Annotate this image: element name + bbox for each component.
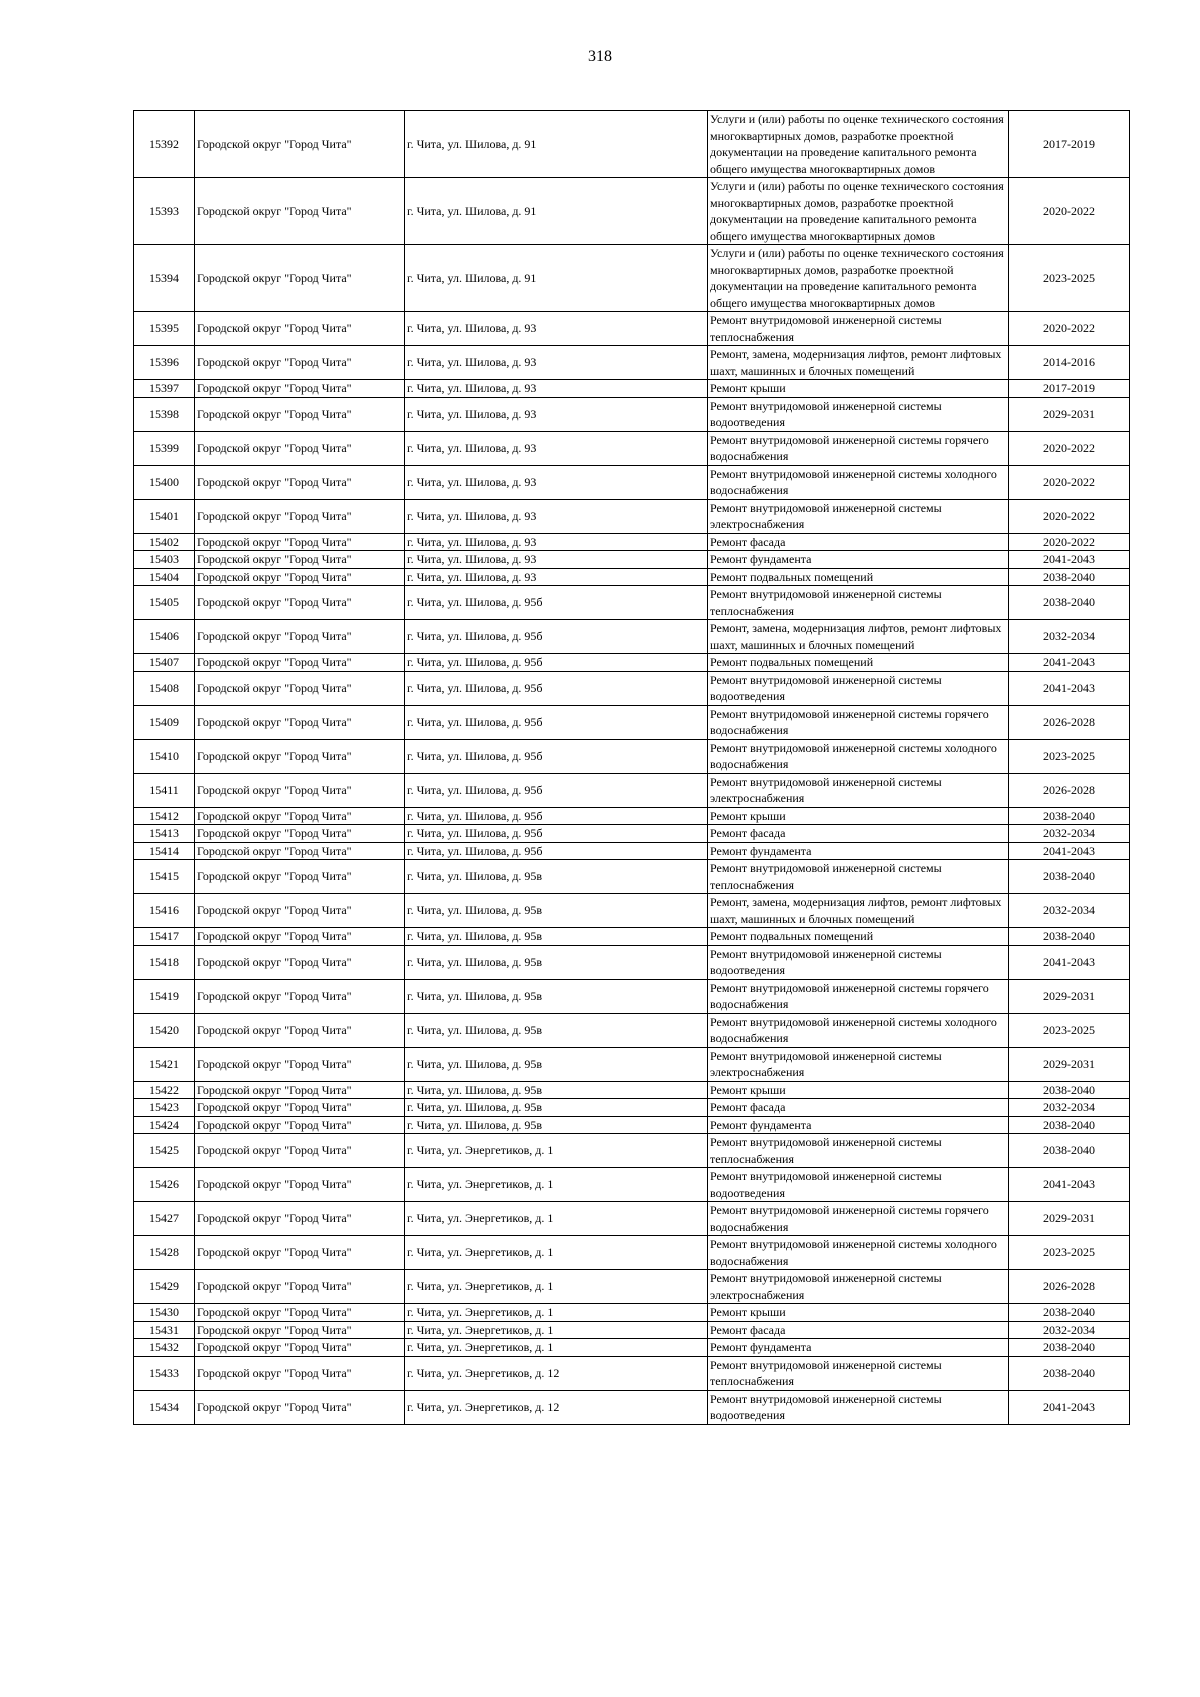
table-row: [134, 894, 1130, 928]
cell-work-type: Ремонт внутридомовой инженерной системы электроснабжения: [708, 1047, 1009, 1081]
cell-municipality: Городской округ "Город Чита": [195, 928, 405, 946]
cell-municipality: Городской округ "Город Чита": [195, 533, 405, 551]
cell-work-type: Ремонт крыши: [708, 807, 1009, 825]
cell-municipality: Городской округ "Город Чита": [195, 1390, 405, 1424]
cell-period: 2020-2022: [1009, 465, 1130, 499]
cell-municipality: Городской округ "Город Чита": [195, 346, 405, 380]
cell-work-type: Ремонт внутридомовой инженерной системы электроснабжения: [708, 1270, 1009, 1304]
cell-period: 2038-2040: [1009, 1304, 1130, 1322]
table-row: [134, 499, 1130, 533]
cell-number: 15422: [134, 1081, 195, 1099]
cell-period: 2038-2040: [1009, 1134, 1130, 1168]
table-row: [134, 111, 1130, 178]
cell-address: г. Чита, ул. Шилова, д. 95б: [405, 842, 708, 860]
cell-work-type: Ремонт внутридомовой инженерной системы холодного водоснабжения: [708, 1236, 1009, 1270]
cell-number: 15397: [134, 380, 195, 398]
cell-municipality: Городской округ "Город Чита": [195, 979, 405, 1013]
cell-work-type: Ремонт внутридомовой инженерной системы водоотведения: [708, 671, 1009, 705]
table-row: [134, 551, 1130, 569]
cell-work-type: Ремонт внутридомовой инженерной системы горячего водоснабжения: [708, 1202, 1009, 1236]
cell-work-type: Услуги и (или) работы по оценке технического состояния многоквартирных домов, разработке проектной документации на проведение капитального ремонта общего имущества многоквартирных домов: [708, 178, 1009, 245]
cell-period: 2041-2043: [1009, 1390, 1130, 1424]
cell-municipality: Городской округ "Город Чита": [195, 1321, 405, 1339]
cell-number: 15429: [134, 1270, 195, 1304]
cell-address: г. Чита, ул. Шилова, д. 95в: [405, 1099, 708, 1117]
table-row: [134, 620, 1130, 654]
cell-municipality: Городской округ "Город Чита": [195, 465, 405, 499]
cell-number: 15392: [134, 111, 195, 178]
cell-address: г. Чита, ул. Шилова, д. 93: [405, 431, 708, 465]
cell-period: 2032-2034: [1009, 825, 1130, 843]
table-row: [134, 312, 1130, 346]
table-row: [134, 979, 1130, 1013]
cell-work-type: Ремонт внутридомовой инженерной системы электроснабжения: [708, 773, 1009, 807]
cell-number: 15410: [134, 739, 195, 773]
cell-address: г. Чита, ул. Шилова, д. 93: [405, 551, 708, 569]
cell-municipality: Городской округ "Город Чита": [195, 671, 405, 705]
table-row: [134, 1304, 1130, 1322]
cell-address: г. Чита, ул. Шилова, д. 95в: [405, 945, 708, 979]
cell-work-type: Ремонт фасада: [708, 1321, 1009, 1339]
cell-work-type: Ремонт, замена, модернизация лифтов, ремонт лифтовых шахт, машинных и блочных помещений: [708, 346, 1009, 380]
cell-period: 2038-2040: [1009, 807, 1130, 825]
cell-period: 2038-2040: [1009, 860, 1130, 894]
cell-period: 2023-2025: [1009, 1013, 1130, 1047]
table-row: [134, 654, 1130, 672]
cell-address: г. Чита, ул. Шилова, д. 95в: [405, 1081, 708, 1099]
cell-address: г. Чита, ул. Шилова, д. 95в: [405, 860, 708, 894]
cell-number: 15415: [134, 860, 195, 894]
cell-work-type: Ремонт внутридомовой инженерной системы холодного водоснабжения: [708, 465, 1009, 499]
cell-address: г. Чита, ул. Шилова, д. 93: [405, 380, 708, 398]
cell-address: г. Чита, ул. Энергетиков, д. 12: [405, 1390, 708, 1424]
cell-municipality: Городской округ "Город Чита": [195, 551, 405, 569]
table-row: [134, 860, 1130, 894]
cell-work-type: Ремонт внутридомовой инженерной системы теплоснабжения: [708, 1356, 1009, 1390]
cell-address: г. Чита, ул. Шилова, д. 93: [405, 533, 708, 551]
cell-number: 15433: [134, 1356, 195, 1390]
cell-number: 15420: [134, 1013, 195, 1047]
cell-number: 15394: [134, 245, 195, 312]
cell-number: 15407: [134, 654, 195, 672]
cell-number: 15418: [134, 945, 195, 979]
cell-municipality: Городской округ "Город Чита": [195, 499, 405, 533]
cell-work-type: Ремонт внутридомовой инженерной системы горячего водоснабжения: [708, 705, 1009, 739]
table-row: [134, 1339, 1130, 1357]
cell-period: 2020-2022: [1009, 431, 1130, 465]
cell-work-type: Ремонт, замена, модернизация лифтов, ремонт лифтовых шахт, машинных и блочных помещений: [708, 620, 1009, 654]
cell-municipality: Городской округ "Город Чита": [195, 431, 405, 465]
cell-address: г. Чита, ул. Шилова, д. 95б: [405, 586, 708, 620]
cell-municipality: Городской округ "Город Чита": [195, 1168, 405, 1202]
cell-municipality: Городской округ "Город Чита": [195, 894, 405, 928]
cell-number: 15408: [134, 671, 195, 705]
cell-address: г. Чита, ул. Шилова, д. 93: [405, 568, 708, 586]
cell-work-type: Ремонт крыши: [708, 1081, 1009, 1099]
cell-municipality: Городской округ "Город Чита": [195, 1304, 405, 1322]
table-row: [134, 671, 1130, 705]
table-row: [134, 245, 1130, 312]
cell-number: 15427: [134, 1202, 195, 1236]
cell-municipality: Городской округ "Город Чита": [195, 312, 405, 346]
cell-number: 15398: [134, 397, 195, 431]
cell-address: г. Чита, ул. Энергетиков, д. 1: [405, 1202, 708, 1236]
table-row: [134, 1134, 1130, 1168]
table-row: [134, 346, 1130, 380]
cell-address: г. Чита, ул. Шилова, д. 93: [405, 346, 708, 380]
cell-work-type: Ремонт внутридомовой инженерной системы теплоснабжения: [708, 312, 1009, 346]
cell-period: 2017-2019: [1009, 111, 1130, 178]
cell-number: 15414: [134, 842, 195, 860]
table-row: [134, 465, 1130, 499]
cell-municipality: Городской округ "Город Чита": [195, 1099, 405, 1117]
table-row: [134, 773, 1130, 807]
cell-work-type: Ремонт внутридомовой инженерной системы теплоснабжения: [708, 1134, 1009, 1168]
cell-number: 15419: [134, 979, 195, 1013]
cell-municipality: Городской округ "Город Чита": [195, 178, 405, 245]
cell-number: 15430: [134, 1304, 195, 1322]
cell-number: 15405: [134, 586, 195, 620]
cell-municipality: Городской округ "Город Чита": [195, 1013, 405, 1047]
cell-address: г. Чита, ул. Шилова, д. 95б: [405, 671, 708, 705]
cell-period: 2020-2022: [1009, 312, 1130, 346]
cell-work-type: Ремонт фасада: [708, 825, 1009, 843]
table-body: [134, 111, 1130, 1425]
cell-address: г. Чита, ул. Шилова, д. 95б: [405, 807, 708, 825]
cell-number: 15413: [134, 825, 195, 843]
cell-municipality: Городской округ "Город Чита": [195, 568, 405, 586]
cell-municipality: Городской округ "Город Чита": [195, 1081, 405, 1099]
table-row: [134, 568, 1130, 586]
cell-period: 2041-2043: [1009, 945, 1130, 979]
cell-address: г. Чита, ул. Шилова, д. 95б: [405, 773, 708, 807]
cell-address: г. Чита, ул. Шилова, д. 95б: [405, 705, 708, 739]
cell-number: 15401: [134, 499, 195, 533]
cell-work-type: Ремонт фундамента: [708, 842, 1009, 860]
cell-municipality: Городской округ "Город Чита": [195, 773, 405, 807]
cell-address: г. Чита, ул. Энергетиков, д. 1: [405, 1270, 708, 1304]
cell-address: г. Чита, ул. Шилова, д. 93: [405, 465, 708, 499]
cell-number: 15393: [134, 178, 195, 245]
table-row: [134, 1047, 1130, 1081]
cell-address: г. Чита, ул. Шилова, д. 95в: [405, 928, 708, 946]
cell-work-type: Ремонт внутридомовой инженерной системы водоотведения: [708, 1168, 1009, 1202]
cell-work-type: Ремонт фундамента: [708, 551, 1009, 569]
cell-address: г. Чита, ул. Шилова, д. 95в: [405, 1013, 708, 1047]
cell-number: 15434: [134, 1390, 195, 1424]
table-row: [134, 1081, 1130, 1099]
cell-address: г. Чита, ул. Энергетиков, д. 1: [405, 1236, 708, 1270]
cell-work-type: Ремонт внутридомовой инженерной системы холодного водоснабжения: [708, 739, 1009, 773]
cell-address: г. Чита, ул. Шилова, д. 93: [405, 312, 708, 346]
cell-work-type: Ремонт крыши: [708, 380, 1009, 398]
cell-address: г. Чита, ул. Шилова, д. 93: [405, 397, 708, 431]
cell-period: 2023-2025: [1009, 739, 1130, 773]
cell-number: 15402: [134, 533, 195, 551]
cell-address: г. Чита, ул. Шилова, д. 95в: [405, 1047, 708, 1081]
cell-period: 2041-2043: [1009, 671, 1130, 705]
cell-period: 2023-2025: [1009, 245, 1130, 312]
cell-municipality: Городской округ "Город Чита": [195, 1202, 405, 1236]
cell-period: 2032-2034: [1009, 894, 1130, 928]
cell-period: 2026-2028: [1009, 1270, 1130, 1304]
cell-work-type: Ремонт внутридомовой инженерной системы теплоснабжения: [708, 586, 1009, 620]
table-row: [134, 1099, 1130, 1117]
cell-municipality: Городской округ "Город Чита": [195, 1134, 405, 1168]
cell-address: г. Чита, ул. Шилова, д. 95б: [405, 620, 708, 654]
cell-address: г. Чита, ул. Шилова, д. 91: [405, 245, 708, 312]
cell-work-type: Ремонт внутридомовой инженерной системы холодного водоснабжения: [708, 1013, 1009, 1047]
cell-municipality: Городской округ "Город Чита": [195, 807, 405, 825]
cell-number: 15404: [134, 568, 195, 586]
table-row: [134, 1356, 1130, 1390]
cell-period: 2041-2043: [1009, 1168, 1130, 1202]
cell-address: г. Чита, ул. Шилова, д. 91: [405, 178, 708, 245]
cell-number: 15431: [134, 1321, 195, 1339]
cell-number: 15432: [134, 1339, 195, 1357]
cell-municipality: Городской округ "Город Чита": [195, 1356, 405, 1390]
cell-period: 2038-2040: [1009, 928, 1130, 946]
table-row: [134, 1321, 1130, 1339]
cell-address: г. Чита, ул. Шилова, д. 93: [405, 499, 708, 533]
cell-address: г. Чита, ул. Шилова, д. 95в: [405, 979, 708, 1013]
cell-period: 2026-2028: [1009, 705, 1130, 739]
cell-work-type: Ремонт внутридомовой инженерной системы водоотведения: [708, 1390, 1009, 1424]
cell-work-type: Ремонт фасада: [708, 1099, 1009, 1117]
cell-work-type: Ремонт крыши: [708, 1304, 1009, 1322]
cell-number: 15424: [134, 1116, 195, 1134]
cell-period: 2029-2031: [1009, 1047, 1130, 1081]
cell-municipality: Городской округ "Город Чита": [195, 380, 405, 398]
cell-address: г. Чита, ул. Шилова, д. 95в: [405, 894, 708, 928]
cell-period: 2041-2043: [1009, 654, 1130, 672]
cell-work-type: Услуги и (или) работы по оценке технического состояния многоквартирных домов, разработке проектной документации на проведение капитального ремонта общего имущества многоквартирных домов: [708, 245, 1009, 312]
table-row: [134, 705, 1130, 739]
cell-period: 2038-2040: [1009, 1339, 1130, 1357]
cell-address: г. Чита, ул. Энергетиков, д. 1: [405, 1134, 708, 1168]
table-row: [134, 1202, 1130, 1236]
cell-work-type: Ремонт, замена, модернизация лифтов, ремонт лифтовых шахт, машинных и блочных помещений: [708, 894, 1009, 928]
cell-work-type: Ремонт внутридомовой инженерной системы горячего водоснабжения: [708, 979, 1009, 1013]
cell-period: 2038-2040: [1009, 586, 1130, 620]
cell-work-type: Ремонт внутридомовой инженерной системы электроснабжения: [708, 499, 1009, 533]
cell-address: г. Чита, ул. Энергетиков, д. 1: [405, 1339, 708, 1357]
cell-period: 2038-2040: [1009, 1116, 1130, 1134]
table-row: [134, 1013, 1130, 1047]
cell-period: 2020-2022: [1009, 533, 1130, 551]
cell-municipality: Городской округ "Город Чита": [195, 945, 405, 979]
cell-period: 2029-2031: [1009, 397, 1130, 431]
cell-municipality: Городской округ "Город Чита": [195, 825, 405, 843]
cell-municipality: Городской округ "Город Чита": [195, 1339, 405, 1357]
cell-work-type: Ремонт подвальных помещений: [708, 568, 1009, 586]
cell-work-type: Ремонт внутридомовой инженерной системы водоотведения: [708, 397, 1009, 431]
cell-municipality: Городской округ "Город Чита": [195, 739, 405, 773]
table-row: [134, 1168, 1130, 1202]
cell-number: 15412: [134, 807, 195, 825]
cell-period: 2041-2043: [1009, 551, 1130, 569]
cell-work-type: Ремонт фундамента: [708, 1116, 1009, 1134]
cell-number: 15423: [134, 1099, 195, 1117]
cell-period: 2026-2028: [1009, 773, 1130, 807]
cell-municipality: Городской округ "Город Чита": [195, 586, 405, 620]
table-row: [134, 1270, 1130, 1304]
cell-municipality: Городской округ "Город Чита": [195, 705, 405, 739]
cell-number: 15417: [134, 928, 195, 946]
cell-number: 15409: [134, 705, 195, 739]
cell-number: 15406: [134, 620, 195, 654]
cell-number: 15416: [134, 894, 195, 928]
table-row: [134, 431, 1130, 465]
repair-schedule-table: [133, 110, 1130, 1425]
cell-period: 2029-2031: [1009, 1202, 1130, 1236]
cell-municipality: Городской округ "Город Чита": [195, 842, 405, 860]
cell-work-type: Ремонт внутридомовой инженерной системы горячего водоснабжения: [708, 431, 1009, 465]
table-row: [134, 178, 1130, 245]
table-row: [134, 945, 1130, 979]
cell-address: г. Чита, ул. Шилова, д. 91: [405, 111, 708, 178]
cell-number: 15411: [134, 773, 195, 807]
cell-period: 2038-2040: [1009, 1356, 1130, 1390]
cell-work-type: Ремонт подвальных помещений: [708, 654, 1009, 672]
cell-address: г. Чита, ул. Шилова, д. 95б: [405, 825, 708, 843]
cell-number: 15421: [134, 1047, 195, 1081]
cell-work-type: Ремонт внутридомовой инженерной системы водоотведения: [708, 945, 1009, 979]
cell-number: 15396: [134, 346, 195, 380]
table-row: [134, 397, 1130, 431]
cell-work-type: Ремонт фундамента: [708, 1339, 1009, 1357]
cell-address: г. Чита, ул. Энергетиков, д. 1: [405, 1304, 708, 1322]
cell-number: 15428: [134, 1236, 195, 1270]
cell-municipality: Городской округ "Город Чита": [195, 860, 405, 894]
cell-municipality: Городской округ "Город Чита": [195, 1047, 405, 1081]
cell-period: 2020-2022: [1009, 178, 1130, 245]
cell-municipality: Городской округ "Город Чита": [195, 397, 405, 431]
cell-number: 15400: [134, 465, 195, 499]
cell-period: 2023-2025: [1009, 1236, 1130, 1270]
page-number: 318: [588, 48, 612, 65]
cell-number: 15403: [134, 551, 195, 569]
cell-number: 15395: [134, 312, 195, 346]
cell-period: 2038-2040: [1009, 1081, 1130, 1099]
table-row: [134, 1236, 1130, 1270]
table-row: [134, 1390, 1130, 1424]
cell-work-type: Услуги и (или) работы по оценке технического состояния многоквартирных домов, разработке проектной документации на проведение капитального ремонта общего имущества многоквартирных домов: [708, 111, 1009, 178]
cell-municipality: Городской округ "Город Чита": [195, 1270, 405, 1304]
cell-period: 2038-2040: [1009, 568, 1130, 586]
cell-work-type: Ремонт фасада: [708, 533, 1009, 551]
cell-number: 15426: [134, 1168, 195, 1202]
cell-municipality: Городской округ "Город Чита": [195, 1116, 405, 1134]
table-row: [134, 739, 1130, 773]
cell-address: г. Чита, ул. Шилова, д. 95б: [405, 654, 708, 672]
cell-address: г. Чита, ул. Шилова, д. 95в: [405, 1116, 708, 1134]
table-row: [134, 928, 1130, 946]
table-row: [134, 807, 1130, 825]
cell-period: 2014-2016: [1009, 346, 1130, 380]
table-row: [134, 380, 1130, 398]
cell-municipality: Городской округ "Город Чита": [195, 245, 405, 312]
cell-municipality: Городской округ "Город Чита": [195, 620, 405, 654]
cell-period: 2029-2031: [1009, 979, 1130, 1013]
cell-number: 15399: [134, 431, 195, 465]
cell-period: 2032-2034: [1009, 620, 1130, 654]
cell-period: 2032-2034: [1009, 1099, 1130, 1117]
table-row: [134, 842, 1130, 860]
cell-address: г. Чита, ул. Энергетиков, д. 12: [405, 1356, 708, 1390]
cell-work-type: Ремонт подвальных помещений: [708, 928, 1009, 946]
table-row: [134, 533, 1130, 551]
cell-address: г. Чита, ул. Шилова, д. 95б: [405, 739, 708, 773]
table-row: [134, 586, 1130, 620]
table-row: [134, 825, 1130, 843]
cell-municipality: Городской округ "Город Чита": [195, 111, 405, 178]
cell-municipality: Городской округ "Город Чита": [195, 654, 405, 672]
cell-address: г. Чита, ул. Энергетиков, д. 1: [405, 1321, 708, 1339]
cell-number: 15425: [134, 1134, 195, 1168]
cell-period: 2041-2043: [1009, 842, 1130, 860]
cell-address: г. Чита, ул. Энергетиков, д. 1: [405, 1168, 708, 1202]
cell-period: 2020-2022: [1009, 499, 1130, 533]
cell-work-type: Ремонт внутридомовой инженерной системы теплоснабжения: [708, 860, 1009, 894]
cell-period: 2017-2019: [1009, 380, 1130, 398]
table-row: [134, 1116, 1130, 1134]
cell-municipality: Городской округ "Город Чита": [195, 1236, 405, 1270]
cell-period: 2032-2034: [1009, 1321, 1130, 1339]
